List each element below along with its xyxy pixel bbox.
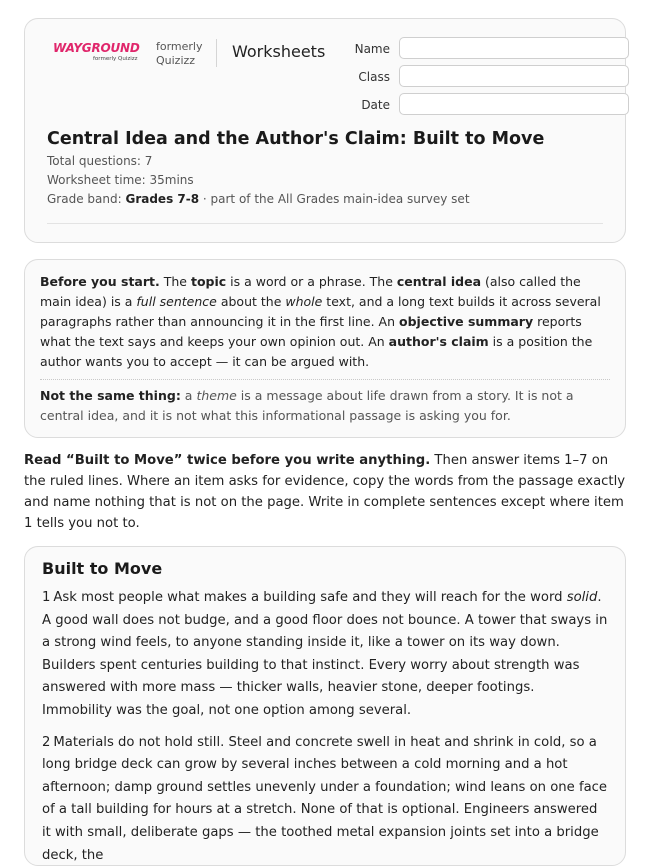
- reading-instructions: [24, 450, 626, 534]
- text-run: about the: [216, 294, 286, 309]
- term-objective-summary: objective summary: [399, 314, 534, 329]
- not-the-same-label: Not the same thing:: [40, 388, 181, 403]
- dotted-divider: [40, 379, 610, 380]
- wayground-logo: [53, 41, 141, 65]
- paragraph-number: 1: [42, 590, 51, 605]
- grade-band-label: Grade band:: [47, 192, 122, 206]
- not-the-same-thing-paragraph: [40, 386, 610, 426]
- class-field[interactable]: [399, 65, 629, 87]
- text-run: is a word or a phrase. The: [226, 274, 397, 289]
- passage-paragraph-1: [42, 587, 608, 723]
- emphasis-solid: solid: [566, 590, 598, 605]
- before-you-start-label: Before you start.: [40, 274, 160, 289]
- worksheet-time: Worksheet time: 35mins: [47, 173, 194, 187]
- text-run: is a position the author wants you to accept — it can be argued with.: [40, 334, 593, 369]
- header-divider: [216, 39, 217, 67]
- header-rule: [47, 223, 603, 224]
- instructions-lead: Read “Built to Move” twice before you write anything.: [24, 453, 431, 468]
- name-field[interactable]: [399, 37, 629, 59]
- worksheet-header: [24, 18, 626, 243]
- emphasis-theme: theme: [196, 388, 237, 403]
- text-run: a: [180, 388, 197, 403]
- text-run: Materials do not hold still. Steel and concrete swell in heat and shrink in cold, so a long bridge deck can grow by several inches between a cold morning and a hot afternoon; damp ground settles unevenly under a foundation; wind leans on one face of a tall building for hours at a stretch. None of that is optional. Engineers answered it with small, deliberate gaps — the toothed metal expansion joints set into a bridge deck, the: [42, 734, 608, 863]
- before-you-start-paragraph: [40, 272, 610, 372]
- class-label: Class: [358, 70, 390, 84]
- text-run: Ask most people what makes a building safe and they will reach for the word: [53, 590, 567, 605]
- name-label: Name: [354, 42, 390, 56]
- text-run: reports what the text says and keeps your own opinion out. An: [40, 314, 582, 349]
- text-run: The: [159, 274, 191, 289]
- definitions-box: [24, 259, 626, 438]
- emphasis-full-sentence: full sentence: [136, 294, 217, 309]
- emphasis-whole: whole: [285, 294, 323, 309]
- paragraph-number: 2: [42, 734, 51, 750]
- passage-paragraph-2: [42, 732, 608, 867]
- grade-band-value: Grades 7-8: [125, 192, 200, 206]
- term-authors-claim: author's claim: [388, 334, 489, 349]
- total-questions: Total questions: 7: [47, 154, 153, 168]
- worksheet-title: Central Idea and the Author's Claim: Built to Move: [47, 129, 545, 149]
- text-run: (also called the main idea) is a: [40, 274, 581, 309]
- instructions-body: Then answer items 1–7 on the ruled lines. Where an item asks for evidence, copy the words from the passage exactly and name nothing that is not on the page. Write in complete sentences except where item 1 tells you not to.: [24, 453, 626, 531]
- logo-wordmark: WAYGROUND: [53, 41, 140, 55]
- text-run: text, and a long text builds it across several paragraphs rather than announcing it in the first line. An: [40, 294, 601, 329]
- grade-band: [47, 192, 470, 206]
- text-run: is a message about life drawn from a story. It is not a central idea, and it is not what this informational passage is asking you for.: [40, 388, 574, 423]
- logo-subtext: formerly Quizizz: [93, 56, 138, 62]
- grade-band-suffix: · part of the All Grades main-idea survey set: [202, 192, 470, 206]
- term-topic: topic: [190, 274, 227, 289]
- passage-title: Built to Move: [42, 559, 163, 578]
- formerly-quizizz-text: formerly Quizizz: [156, 40, 203, 67]
- date-field[interactable]: [399, 93, 629, 115]
- date-label: Date: [361, 98, 390, 112]
- term-central-idea: central idea: [396, 274, 482, 289]
- passage-box: [24, 546, 626, 866]
- text-run: . A good wall does not budge, and a good floor does not bounce. A tower that sways in a strong wind feels, to anyone standing inside it, like a tower on its way down. Builders spent centuries building to that instinct. Every worry about strength was answered with more mass — thicker walls, heavier stone, deeper footings. Immobility was the goal, not one option among several.: [42, 590, 608, 718]
- worksheets-title: Worksheets: [232, 42, 326, 61]
